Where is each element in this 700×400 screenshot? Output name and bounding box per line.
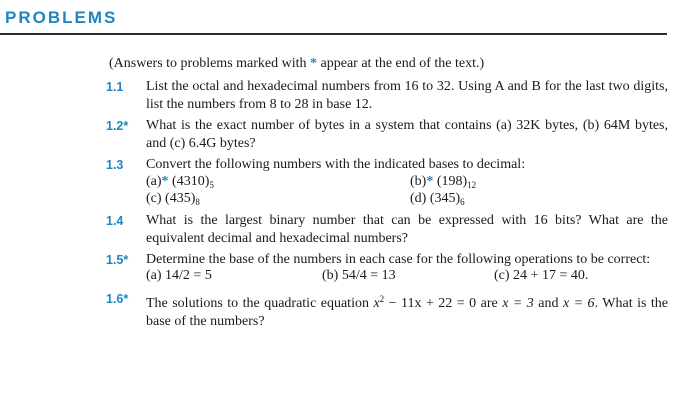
solution-one: x = 3 xyxy=(502,296,534,311)
part-value: (345) xyxy=(429,191,461,206)
text-segment: and xyxy=(533,296,563,311)
part-b xyxy=(322,268,396,284)
part-c xyxy=(146,191,200,207)
section-heading: PROBLEMS xyxy=(5,8,118,27)
problem-text: What is the exact number of bytes in a system that contains (a) 32K bytes, (b) 64M bytes, and (c) 6.4G bytes? xyxy=(146,118,668,151)
problem-number-label: 1.5 xyxy=(106,253,124,267)
problem-number-label: 1.6 xyxy=(106,292,124,306)
problem-number-label: 1.2 xyxy=(106,119,124,133)
star-marker: * xyxy=(123,292,129,306)
part-c xyxy=(494,268,588,284)
problem-number xyxy=(106,253,128,267)
problem-text xyxy=(146,290,668,331)
part-a xyxy=(146,174,214,190)
problem-number: 1.1 xyxy=(106,80,124,94)
star-marker: * xyxy=(310,56,318,71)
part-label: (c) xyxy=(494,268,510,283)
star-marker: * xyxy=(426,174,434,189)
base-subscript: 5 xyxy=(209,180,214,190)
part-value: (435) xyxy=(165,191,196,206)
equation-rest: − 11x + 22 = 0 are xyxy=(384,296,503,311)
problem-text: Determine the base of the numbers in each case for the following operations to be correct: xyxy=(146,252,651,267)
base-subscript: 12 xyxy=(467,180,477,190)
part-d xyxy=(410,191,465,207)
problem-text: Convert the following numbers with the indicated bases to decimal: xyxy=(146,157,526,172)
part-label: (c) xyxy=(146,191,162,206)
problem-number xyxy=(106,292,128,306)
part-label: (b) xyxy=(322,268,339,283)
equation-variable: x xyxy=(373,296,380,311)
answers-note-after: appear at the end of the text.) xyxy=(317,56,485,71)
solution-two: x = 6 xyxy=(562,296,595,311)
problem-text: List the octal and hexadecimal numbers from 16 to 32. Using A and B for the last two digits, list the numbers from 8 to 28 in base 12. xyxy=(146,79,668,112)
part-a xyxy=(146,268,212,284)
equation-exponent: 2 xyxy=(379,294,385,304)
part-value: (198) xyxy=(436,174,468,189)
part-label: (d) xyxy=(410,191,427,206)
answers-note xyxy=(109,56,484,72)
problem-number: 1.3 xyxy=(106,158,124,172)
problem-number xyxy=(106,119,128,133)
part-label: (a) xyxy=(146,268,162,283)
part-value: (4310) xyxy=(172,174,210,189)
text-segment: . What is the base of the numbers? xyxy=(146,296,668,329)
part-b xyxy=(410,174,476,190)
star-marker: * xyxy=(123,253,129,267)
base-subscript: 8 xyxy=(195,197,200,207)
text-segment: The solutions to the quadratic equation xyxy=(146,296,374,311)
heading-rule xyxy=(0,33,667,35)
part-label: (b) xyxy=(410,174,427,189)
star-marker: * xyxy=(161,174,169,189)
part-label: (a) xyxy=(146,174,162,189)
problem-text: What is the largest binary number that can be expressed with 16 bits? What are the equivalent decimal and hexadecimal numbers? xyxy=(146,213,668,246)
star-marker: * xyxy=(123,119,129,133)
part-value: 24 + 17 = 40. xyxy=(513,268,589,283)
part-value: 14/2 = 5 xyxy=(165,268,212,283)
base-subscript: 6 xyxy=(460,197,465,207)
part-value: 54/4 = 13 xyxy=(341,268,396,283)
problem-number: 1.4 xyxy=(106,214,124,228)
answers-note-before: (Answers to problems marked with xyxy=(109,56,311,71)
